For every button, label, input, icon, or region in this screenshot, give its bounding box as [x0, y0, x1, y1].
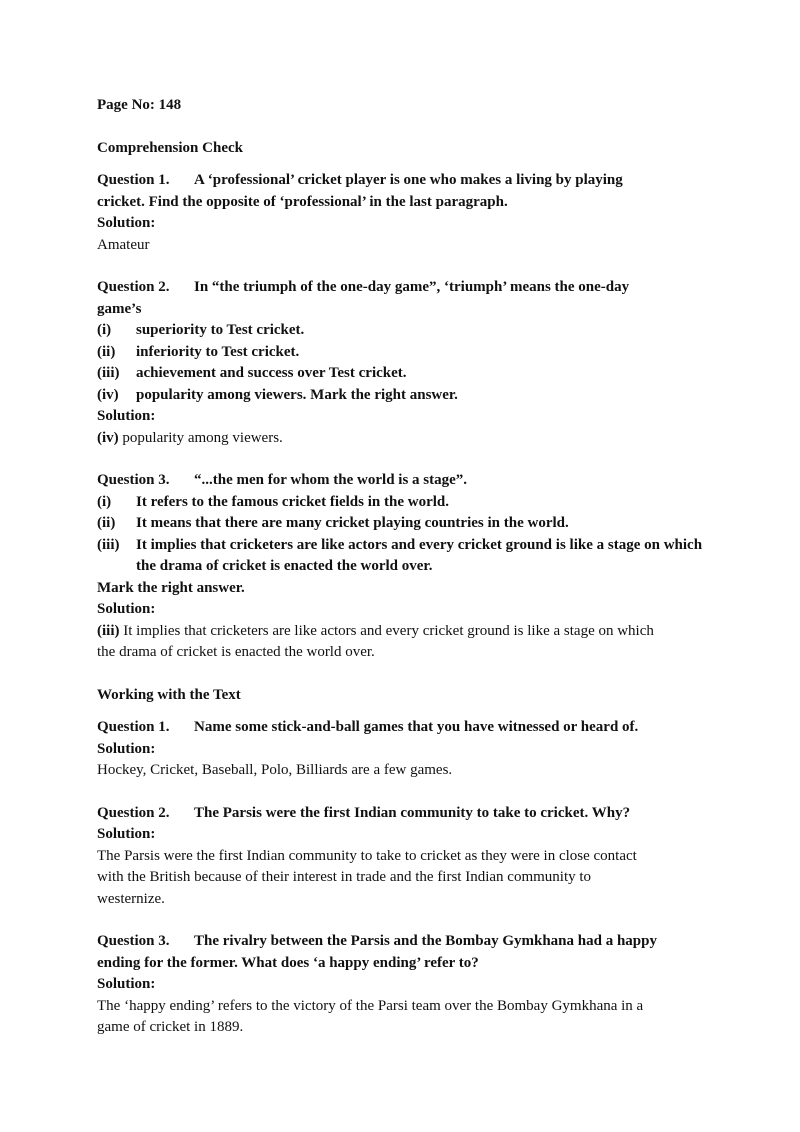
option-number: (i): [97, 493, 112, 510]
working-question-2: [97, 803, 717, 911]
option-item: [97, 385, 717, 407]
solution-label: Solution:: [97, 976, 156, 992]
working-question-1: [97, 717, 717, 782]
answer-text: It implies that cricketers are like actors and every cricket ground is like a stage on which: [119, 622, 654, 639]
option-text: It refers to the famous cricket fields in the world.: [136, 493, 449, 510]
question-text: Name some stick-and-ball games that you have witnessed or heard of.: [194, 719, 639, 735]
question-text: cricket. Find the opposite of ‘professional’ in the last paragraph.: [97, 193, 508, 210]
question-text: The Parsis were the first Indian community to take to cricket. Why?: [194, 804, 631, 821]
solution-answer: [97, 621, 717, 643]
solution-label: Solution:: [97, 740, 156, 757]
answer-prefix: (iv): [97, 429, 119, 446]
question-text: In “the triumph of the one-day game”, ‘triumph’ means the one-day: [194, 279, 630, 295]
option-number: (iv): [97, 386, 119, 403]
question-label: Question 1.: [97, 719, 170, 735]
solution-answer: The Parsis were the first Indian community to take to cricket as they were in close contact: [97, 847, 637, 864]
question-label: Question 2.: [97, 804, 170, 821]
question-text: A ‘professional’ cricket player is one who makes a living by playing: [194, 172, 623, 188]
solution-answer: the drama of cricket is enacted the world over.: [97, 644, 375, 660]
option-text: popularity among viewers. Mark the right answer.: [136, 386, 458, 403]
option-number: (ii): [97, 515, 116, 531]
option-item: [97, 535, 717, 578]
option-item: [97, 513, 717, 535]
question-label: Question 2.: [97, 279, 170, 295]
solution-answer: game of cricket in 1889.: [97, 1019, 244, 1035]
option-item: [97, 363, 717, 385]
answer-prefix: (iii): [97, 622, 120, 639]
question-text: The rivalry between the Parsis and the Bombay Gymkhana had a happy: [194, 933, 657, 949]
page-number: Page No: 148: [97, 97, 182, 113]
working-question-3: [97, 931, 717, 1039]
option-item: [97, 492, 717, 514]
solution-answer: The ‘happy ending’ refers to the victory of the Parsi team over the Bombay Gymkhana in a: [97, 997, 644, 1014]
option-text: It implies that cricketers are like actors and every cricket ground is like a stage on which the drama of cricket is enacted the world over.: [136, 536, 703, 574]
comprehension-question-2: [97, 277, 717, 449]
question-text: game’s: [97, 300, 142, 317]
instruction-text: Mark the right answer.: [97, 579, 245, 596]
question-label: Question 3.: [97, 472, 170, 488]
solution-answer: Hockey, Cricket, Baseball, Polo, Billiards are a few games.: [97, 762, 453, 778]
document-page: [97, 95, 717, 1039]
answer-text: popularity among viewers.: [118, 429, 283, 446]
solution-label: Solution:: [97, 408, 156, 424]
question-label: Question 3.: [97, 933, 170, 949]
option-item: [97, 320, 717, 342]
solution-label: Solution:: [97, 601, 156, 617]
section-heading-working-with-text: Working with the Text: [97, 686, 241, 703]
option-number: (iii): [97, 365, 120, 381]
question-text: “...the men for whom the world is a stage”.: [194, 472, 468, 488]
solution-label: Solution:: [97, 826, 156, 842]
solution-label: Solution:: [97, 215, 156, 231]
option-text: inferiority to Test cricket.: [136, 343, 300, 360]
solution-answer: Amateur: [97, 236, 150, 253]
option-item: [97, 342, 717, 364]
solution-answer: westernize.: [97, 890, 165, 907]
comprehension-question-1: [97, 170, 717, 256]
solution-answer: with the British because of their interest in trade and the first Indian community to: [97, 869, 592, 885]
question-label: Question 1.: [97, 172, 170, 188]
solution-answer: [97, 428, 717, 450]
option-number: (ii): [97, 343, 116, 360]
comprehension-question-3: [97, 470, 717, 664]
option-number: (iii): [97, 536, 120, 553]
option-number: (i): [97, 322, 112, 338]
question-text: ending for the former. What does ‘a happy ending’ refer to?: [97, 954, 479, 971]
option-text: superiority to Test cricket.: [136, 322, 305, 338]
option-text: It means that there are many cricket playing countries in the world.: [136, 515, 569, 531]
section-heading-comprehension: Comprehension Check: [97, 139, 243, 156]
option-text: achievement and success over Test cricket.: [136, 365, 407, 381]
